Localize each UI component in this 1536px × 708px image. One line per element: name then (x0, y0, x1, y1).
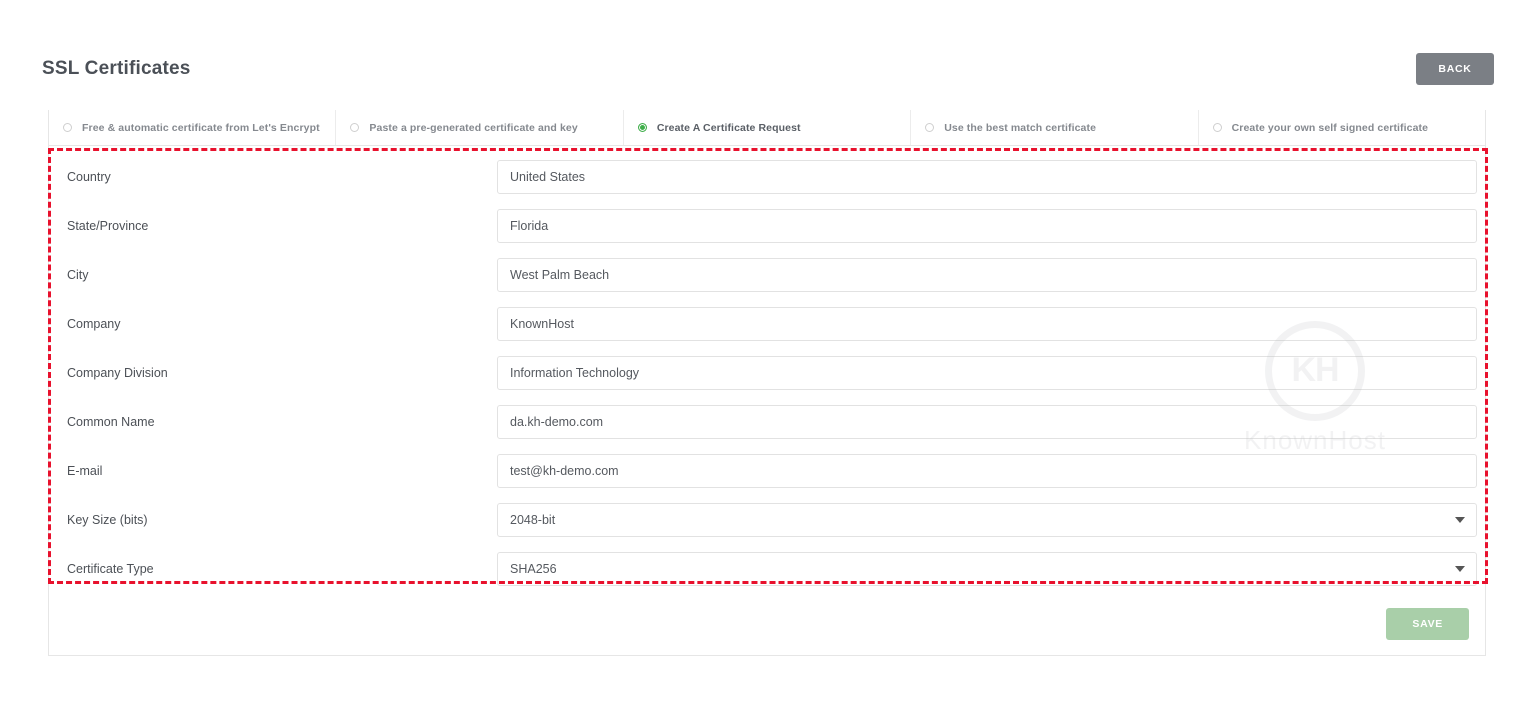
option-create-certificate-request[interactable] (624, 110, 911, 145)
field-label: City (67, 267, 89, 282)
field-label: Country (67, 169, 111, 184)
key-size-select[interactable]: 2048-bit (497, 503, 1477, 537)
company-division-input[interactable] (497, 356, 1477, 390)
option-label: Paste a pre-generated certificate and key (369, 121, 578, 134)
field-control (497, 405, 1477, 439)
field-control (497, 552, 1477, 586)
field-label: Certificate Type (67, 561, 154, 576)
city-input[interactable] (497, 258, 1477, 292)
certificate-request-form (49, 146, 1485, 655)
ssl-options-card (48, 110, 1486, 656)
field-row-company-division (49, 348, 1485, 397)
common-name-input[interactable] (497, 405, 1477, 439)
option-label: Use the best match certificate (944, 121, 1097, 134)
field-row-certificate-type (49, 544, 1485, 593)
certificate-type-select[interactable]: SHA256 (497, 552, 1477, 586)
radio-icon (350, 123, 359, 132)
country-input[interactable] (497, 160, 1477, 194)
field-label: Key Size (bits) (67, 512, 148, 527)
option-self-signed-certificate[interactable] (1199, 110, 1485, 145)
radio-icon (925, 123, 934, 132)
field-control (497, 160, 1477, 194)
field-control (497, 356, 1477, 390)
field-control (497, 307, 1477, 341)
field-row-company (49, 299, 1485, 348)
email-input[interactable] (497, 454, 1477, 488)
option-label: Free & automatic certificate from Let's Encrypt (82, 121, 320, 134)
field-control (497, 503, 1477, 537)
radio-icon (1213, 123, 1222, 132)
state-province-input[interactable] (497, 209, 1477, 243)
certificate-option-tabs (49, 110, 1485, 146)
page-title: SSL Certificates (42, 58, 191, 79)
field-control (497, 209, 1477, 243)
radio-icon (63, 123, 72, 132)
page-header (0, 40, 1536, 98)
field-row-common-name (49, 397, 1485, 446)
field-row-state-province (49, 201, 1485, 250)
form-footer (49, 593, 1485, 655)
field-row-key-size (49, 495, 1485, 544)
back-button[interactable]: BACK (1416, 53, 1494, 85)
field-label: Company (67, 316, 121, 331)
field-row-city (49, 250, 1485, 299)
option-paste-certificate[interactable] (336, 110, 623, 145)
field-row-country (49, 152, 1485, 201)
field-row-email (49, 446, 1485, 495)
radio-selected-icon (638, 123, 647, 132)
field-label: State/Province (67, 218, 149, 233)
save-button[interactable]: SAVE (1386, 608, 1469, 640)
field-label: Common Name (67, 414, 155, 429)
field-label: E-mail (67, 463, 103, 478)
company-input[interactable] (497, 307, 1477, 341)
option-label: Create A Certificate Request (656, 121, 801, 134)
option-label: Create your own self signed certificate (1231, 121, 1429, 134)
field-control (497, 258, 1477, 292)
field-control (497, 454, 1477, 488)
option-best-match-certificate[interactable] (911, 110, 1198, 145)
field-label: Company Division (67, 365, 168, 380)
option-lets-encrypt[interactable] (49, 110, 336, 145)
